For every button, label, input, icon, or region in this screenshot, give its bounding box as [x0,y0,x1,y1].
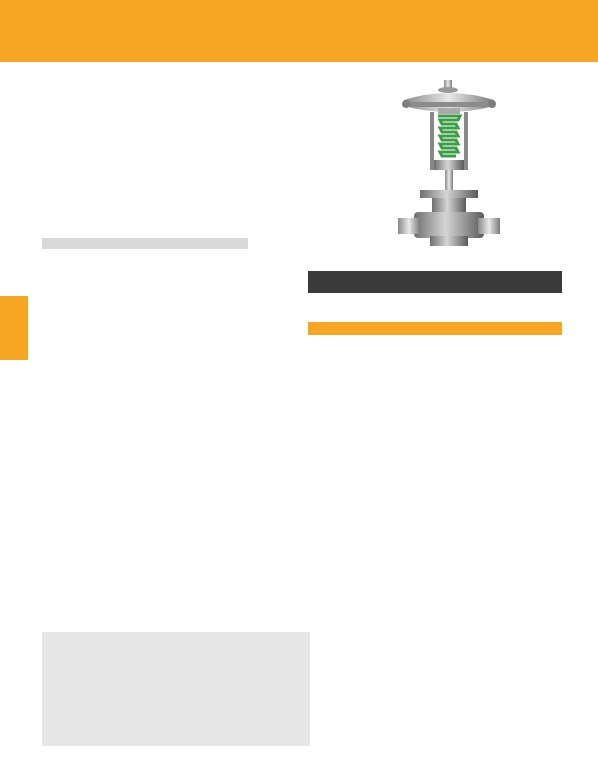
page-footer [20,742,580,756]
page-header [0,0,598,62]
steam-applications-bar [308,322,562,335]
spring-table-header [308,574,562,612]
flange-note [308,271,562,293]
valve-product-image [390,78,508,258]
pressure-rating-box [42,238,248,251]
model-table-header [308,294,562,320]
side-tab [0,296,28,360]
example-model-codes-box [42,632,310,746]
rating-title [42,238,248,249]
